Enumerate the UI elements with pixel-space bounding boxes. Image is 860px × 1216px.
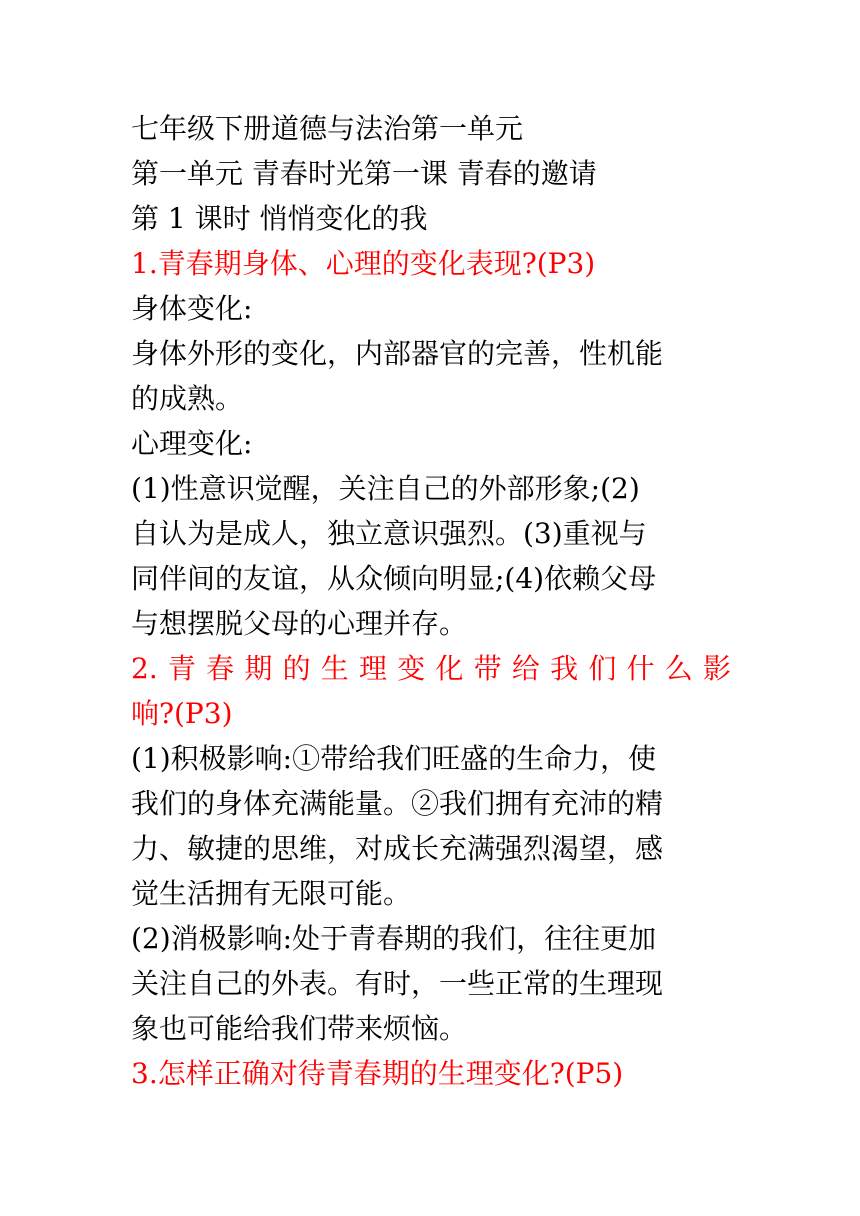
psychological-change-label: 心理变化: [131,427,253,460]
psychological-change-line-1: (1)性意识觉醒，关注自己的外部形象;(2) [131,472,640,505]
question-3-heading: 3.怎样正确对待青春期的生理变化?(P5) [131,1057,624,1090]
physical-change-label: 身体变化: [131,292,253,325]
psychological-change-line-4: 与想摆脱父母的心理并存。 [131,607,468,640]
negative-effect-line-2: 关注自己的外表。有时，一些正常的生理现 [131,967,664,1000]
positive-effect-line-2: 我们的身体充满能量。②我们拥有充沛的精 [131,787,664,820]
document-page [131,106,731,1096]
document-title: 七年级下册道德与法治第一单元 [131,112,524,145]
question-2-heading-line-1: 2.青春期的生理变化带给我们什么影 [131,652,731,685]
psychological-change-line-2: 自认为是成人，独立意识强烈。(3)重视与 [131,517,647,550]
lesson-title: 第 1 课时 悄悄变化的我 [131,202,428,235]
physical-change-text-line-2: 的成熟。 [131,382,244,415]
physical-change-text-line-1: 身体外形的变化，内部器官的完善，性机能 [131,337,664,370]
positive-effect-line-3: 力、敏捷的思维，对成长充满强烈渴望，感 [131,832,664,865]
question-1-heading: 1.青春期身体、心理的变化表现?(P3) [131,247,596,280]
negative-effect-line-1: (2)消极影响:处于青春期的我们，往往更加 [131,922,657,955]
positive-effect-line-4: 觉生活拥有无限可能。 [131,877,412,910]
question-2-heading-line-2: 响?(P3) [131,697,233,730]
positive-effect-line-1: (1)积极影响:①带给我们旺盛的生命力，使 [131,742,657,775]
psychological-change-line-3: 同伴间的友谊，从众倾向明显;(4)依赖父母 [131,562,657,595]
unit-title: 第一单元 青春时光第一课 青春的邀请 [131,157,597,190]
negative-effect-line-3: 象也可能给我们带来烦恼。 [131,1012,468,1045]
